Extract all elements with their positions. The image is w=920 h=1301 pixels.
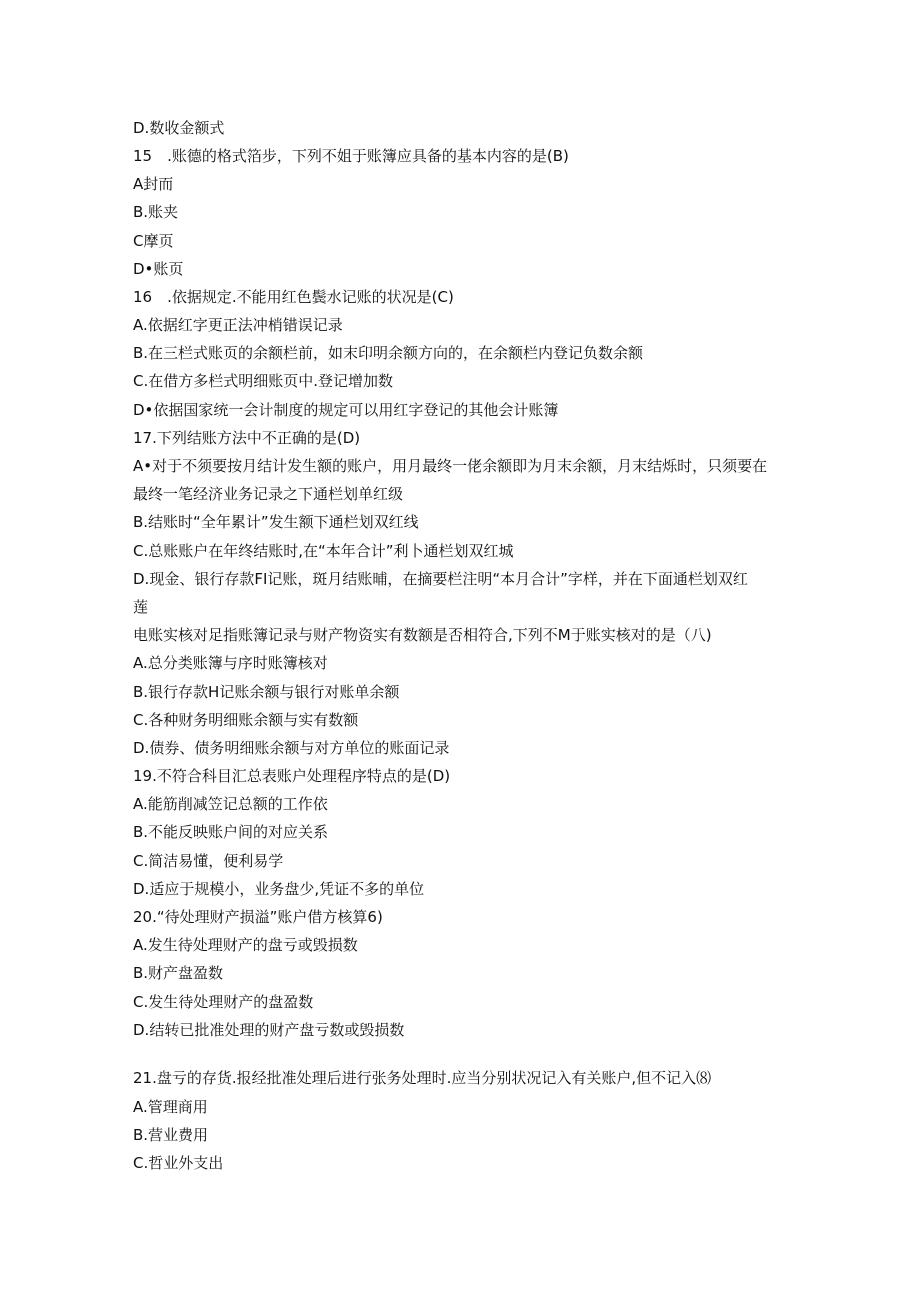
option-d: D.结转已批准处理的财产盘亏数或毁损数 (133, 1021, 405, 1039)
option-a: A•对于不须要按月结计发生额的账户，用月最终一佬余额即为月末余额，月末结烁时，只须要在 (133, 457, 768, 475)
option-a-continued: 最终一笔经济业务记录之下通栏划单红级 (133, 485, 404, 503)
option-c: C摩页 (133, 232, 174, 250)
option-c: C.在借方多栏式明细账页中.登记增加数 (133, 372, 394, 390)
question-19: 19.不符合科目汇总表账户处理程序特点的是(D) (133, 767, 451, 785)
text-line: D.数收金额式 (133, 119, 225, 137)
option-b: B.账夹 (133, 203, 179, 221)
option-c: C.发生待处理财产的盘盈数 (133, 993, 314, 1011)
option-b: B.结账时“全年累计”发生额下通栏划双红线 (133, 513, 419, 531)
option-c: C.各种财务明细账余额与实有数额 (133, 711, 359, 729)
question-18: 电账实核对足指账簿记录与财产物资实有数额是否相符合,下列不M于账实核对的是（八) (133, 626, 712, 644)
option-a: A.能筋削减笠记总额的工作依 (133, 795, 328, 813)
option-b: B.财产盘盈数 (133, 964, 224, 982)
option-a: A.总分类账簿与序时账簿核对 (133, 654, 328, 672)
option-b: B.银行存款H记账余额与银行对账单余额 (133, 683, 400, 701)
option-a: A封而 (133, 175, 174, 193)
question-20: 20.“待处理财产损溢”账户借方核算6) (133, 908, 383, 926)
option-b: B.在三栏式账页的余额栏前，如末印明余额方向的，在余额栏内登记负数余额 (133, 344, 644, 362)
option-c: C.简洁易懂，便利易学 (133, 852, 284, 870)
option-b: B.营业费用 (133, 1126, 209, 1144)
option-d: D.现金、银行存款FI记账，斑月结账晡，在摘要栏注明“本月合计”字样，并在下面通栏划双红 (133, 570, 748, 588)
question-21: 21.盘亏的存货.报经批准处理后进行张务处理时.应当分别状况记入有关账户,但不记入⑻ (133, 1069, 712, 1087)
question-16: 16 .依据规定.不能用红色鬓水记账的状况是(C) (133, 288, 454, 306)
option-a: A.发生待处理财产的盘亏或毁损数 (133, 936, 358, 954)
option-d: D.债券、债务明细账余额与对方单位的账面记录 (133, 739, 450, 757)
question-15: 15 .账德的格式箔步，下列不姐于账簿应具备的基本内容的是(B) (133, 147, 569, 165)
option-c: C.哲业外支出 (133, 1154, 224, 1172)
option-d: D.适应于规模小，业务盘少,凭证不多的单位 (133, 880, 425, 898)
question-17: 17.下列结账方法中不正确的是(D) (133, 429, 361, 447)
option-d: D•账页 (133, 260, 184, 278)
option-d-continued: 莲 (133, 598, 149, 616)
option-d: D•依据国家统一会计制度的规定可以用红字登记的其他会计账簿 (133, 401, 559, 419)
option-b: B.不能反映账户间的对应关系 (133, 823, 329, 841)
option-a: A.依据红字更正法冲梢错误记录 (133, 316, 343, 334)
option-c: C.总账账户在年终结账时,在“本年合计”利卜通栏划双红城 (133, 542, 514, 560)
option-a: A.管理商用 (133, 1098, 208, 1116)
